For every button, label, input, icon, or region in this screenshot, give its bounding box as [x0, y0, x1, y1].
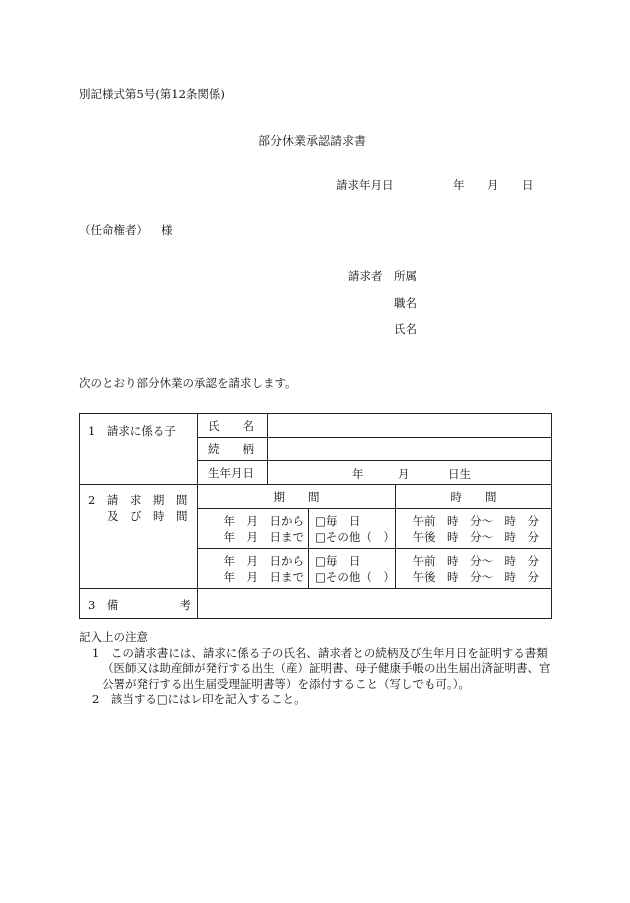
form-reference: 別記様式第5号(第12条関係) — [79, 87, 225, 101]
page-title: 部分休業承認請求書 — [258, 134, 367, 148]
frequency-options-1 — [309, 509, 396, 549]
period-to-2: 年 月 日まで — [223, 569, 304, 584]
child-relation-label: 続 柄 — [198, 438, 268, 461]
note-2: 2 該当する□にはレ印を記入すること。 — [92, 692, 306, 706]
other-checkbox-2[interactable]: □その他（ ） — [315, 569, 395, 584]
time-am-1: 午前 時 分～ 時 分 — [412, 513, 540, 528]
request-year-label: 年 — [453, 178, 465, 192]
period-range-2 — [198, 549, 309, 589]
time-pm-1: 午後 時 分～ 時 分 — [412, 529, 540, 544]
child-birth-value — [268, 461, 552, 485]
addressee-name: （任命権者） — [79, 223, 148, 237]
notes-heading: 記入上の注意 — [79, 630, 148, 644]
request-date-label: 請求年月日 — [336, 178, 394, 192]
remarks-value — [198, 589, 552, 619]
period-from-1: 年 月 日から — [223, 513, 304, 528]
request-month-label: 月 — [487, 178, 499, 192]
birth-month-label: 月 — [398, 467, 410, 481]
time-pm-2: 午後 時 分～ 時 分 — [412, 569, 540, 584]
requester-name-label: 氏名 — [394, 322, 417, 336]
daily-checkbox-1[interactable]: □毎 日 — [315, 513, 361, 528]
request-table — [79, 413, 552, 619]
other-checkbox-1[interactable]: □その他（ ） — [315, 529, 395, 544]
birth-day-label: 日生 — [448, 467, 471, 481]
frequency-options-2 — [309, 549, 396, 589]
child-relation-value — [268, 438, 552, 461]
remarks-label — [80, 589, 198, 619]
requester-dept-label: 所属 — [394, 269, 417, 283]
period-header: 期 間 — [198, 485, 396, 509]
child-birth-label: 生年月日 — [198, 461, 268, 485]
requester-position-label: 職名 — [394, 296, 417, 310]
notes-section — [79, 630, 559, 708]
time-header: 時 間 — [396, 485, 552, 509]
remarks-label-a: 3 備 — [88, 598, 119, 612]
remarks-label-b: 考 — [179, 598, 191, 612]
period-section-label — [80, 485, 198, 589]
child-name-value — [268, 414, 552, 438]
daily-checkbox-2[interactable]: □毎 日 — [315, 553, 361, 568]
child-name-label: 氏 名 — [198, 414, 268, 438]
period-from-2: 年 月 日から — [223, 553, 304, 568]
requester-label: 請求者 — [348, 269, 383, 283]
birth-year-label: 年 — [352, 467, 364, 481]
period-section-label-line2: 及 び 時 間 — [107, 509, 188, 523]
note-1: 1 この請求書には、請求に係る子の氏名、請求者との続柄及び生年月日を証明する書類（医師又は助産師が発行する出生（産）証明書、母子健康手帳の出生届出済証明書、官公署が発行する出生届受理証明書等）を添付すること（写しでも可。）。 — [92, 645, 551, 691]
period-section-label-line1: 2 請 求 期 間 — [88, 493, 188, 507]
request-day-label: 日 — [522, 178, 534, 192]
time-range-1 — [396, 509, 552, 549]
period-to-1: 年 月 日まで — [223, 529, 304, 544]
intro-text: 次のとおり部分休業の承認を請求します。 — [79, 376, 297, 390]
period-range-1 — [198, 509, 309, 549]
time-am-2: 午前 時 分～ 時 分 — [412, 553, 540, 568]
child-section-label: 1 請求に係る子 — [80, 414, 198, 485]
time-range-2 — [396, 549, 552, 589]
addressee-honorific: 様 — [161, 223, 173, 237]
